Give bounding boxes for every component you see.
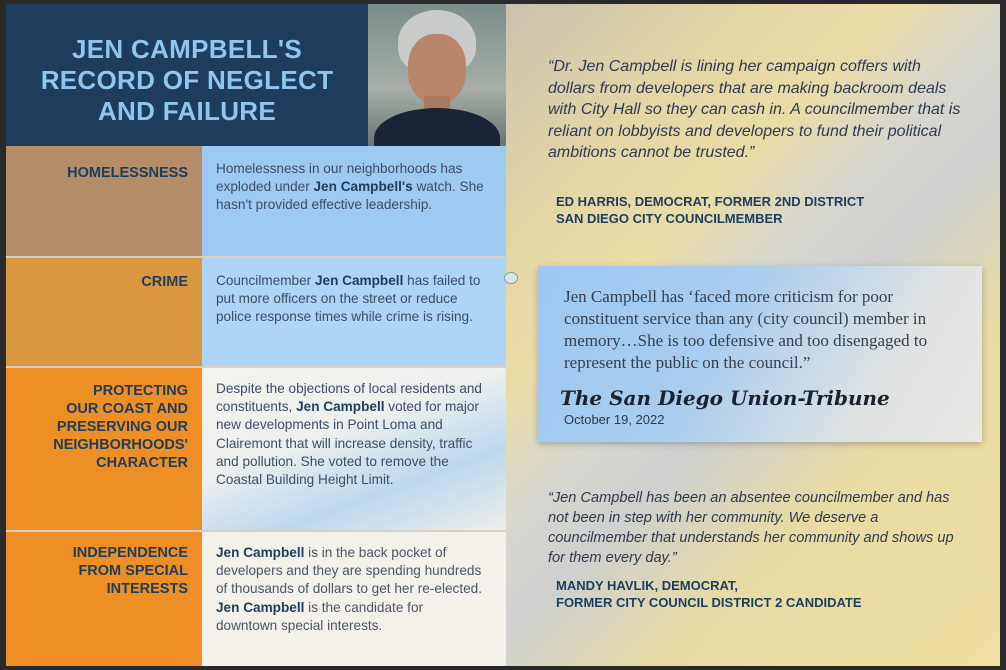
row-text-part: Homelessness in our neighborhoods has exploded under [216, 161, 463, 195]
photo-face [408, 34, 466, 104]
row-crime [6, 258, 506, 368]
label-line: INDEPENDENCE [72, 545, 188, 561]
clipping-quote: Jen Campbell has ‘faced more criticism for poor constituent service than any (city council) member in memory…She is too defensive and too disengaged to represent the public on the council.” [564, 287, 928, 372]
row-text-bold: Jen Campbell [216, 599, 305, 615]
row-text [202, 146, 506, 256]
label-line: NEIGHBORHOODS' [53, 437, 188, 453]
row-text-part: has failed to put more officers on the street or reduce police response times while crime is rising. [216, 273, 481, 325]
page-title [20, 34, 354, 127]
newspaper-clipping [538, 266, 982, 442]
row-label [6, 368, 202, 530]
left-panel [6, 4, 506, 666]
candidate-photo [368, 4, 506, 146]
title-line-2: RECORD OF NEGLECT [40, 65, 334, 95]
row-text-bold: Jen Campbell's [313, 179, 413, 195]
label-line: INTERESTS [106, 581, 188, 597]
label-line: PROTECTING [92, 383, 188, 399]
row-coast [6, 368, 506, 532]
attribution-line: ED HARRIS, DEMOCRAT, FORMER 2ND DISTRICT [556, 194, 865, 209]
havlik-quote: “Jen Campbell has been an absentee councilmember and has not been in step with her community. We deserve a councilmember that understands her community and shows up for them every day.” [548, 490, 954, 566]
photo-body [374, 108, 500, 146]
row-independence [6, 532, 506, 666]
newspaper-masthead: The San Diego Union-Tribune [560, 386, 890, 410]
row-text-bold: Jen Campbell [216, 545, 305, 560]
row-text-bold: Jen Campbell [314, 273, 404, 288]
row-text-part: watch. She hasn't provided effective leadership. [216, 179, 484, 213]
row-text-part: Despite the objections of local residents and constituents, [216, 381, 482, 415]
title-line-3: AND FAILURE [97, 96, 277, 126]
row-text-part: Councilmember [216, 273, 315, 288]
attribution-line: MANDY HAVLIK, DEMOCRAT, [556, 578, 738, 593]
row-label: HOMELESSNESS [6, 146, 202, 256]
title-banner [6, 4, 368, 146]
row-label: CRIME [6, 258, 202, 366]
right-panel [506, 4, 1000, 666]
attribution-line: SAN DIEGO CITY COUNCILMEMBER [556, 210, 783, 226]
row-text [202, 532, 506, 666]
mailer-card [6, 4, 1000, 666]
pin-icon [504, 272, 518, 284]
row-label [6, 532, 202, 666]
attribution-line: FORMER CITY COUNCIL DISTRICT 2 CANDIDATE [556, 594, 862, 610]
havlik-attribution [556, 578, 976, 611]
clipping-date: October 19, 2022 [564, 412, 665, 427]
label-line: OUR COAST AND [66, 401, 188, 417]
label-line: CHARACTER [96, 455, 188, 471]
row-text-bold: Jen Campbell [296, 399, 385, 415]
label-line: PRESERVING OUR [56, 419, 188, 435]
label-line: FROM SPECIAL [78, 563, 188, 579]
row-text [202, 258, 506, 366]
row-homelessness [6, 146, 506, 258]
row-text-part: is in the back pocket of developers and they are spending hundreds of thousands of dollars to get her re-elected. [216, 545, 482, 597]
harris-quote: “Dr. Jen Campbell is lining her campaign coffers with dollars from developers that are making backroom deals with City Hall so they can cash in. A councilmember that is reliant on lobbyists and developers to fund their political ambitions cannot be trusted.” [548, 58, 961, 161]
row-text [202, 368, 506, 530]
row-text-part: is the candidate for downtown special interests. [216, 599, 424, 633]
harris-attribution [556, 194, 976, 227]
title-line-1: JEN CAMPBELL'S [72, 34, 302, 64]
row-text-part: voted for major new developments in Point Loma and Clairemont that will increase density, traffic and pollution. She voted to remove the Coastal Building Height Limit. [216, 399, 479, 488]
